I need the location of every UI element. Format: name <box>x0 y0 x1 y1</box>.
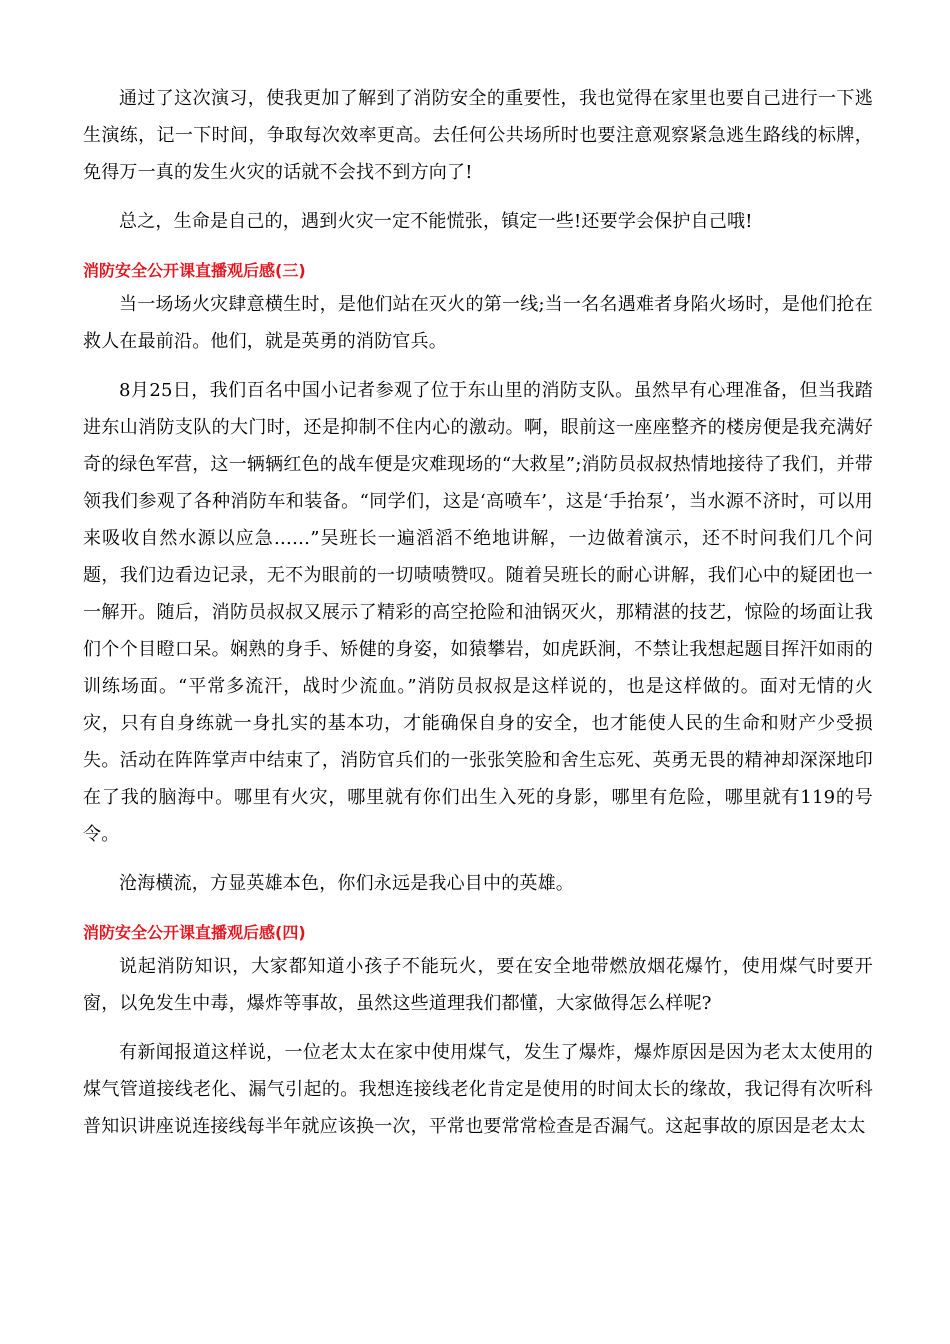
paragraph-firefighters-intro: 当一场场火灾肆意横生时，是他们站在灭火的第一线;当一名名遇难者身陷火场时，是他们抢在救人在最前沿。他们，就是英勇的消防官兵。 <box>83 294 873 352</box>
section-heading-4: 消防安全公开课直播观后感(四) <box>83 923 306 942</box>
section-heading-3: 消防安全公开课直播观后感(三) <box>83 261 306 280</box>
paragraph-gas-explosion-news: 有新闻报道这样说，一位老太太在家中使用煤气，发生了爆炸，爆炸原因是因为老太太使用的煤气管道接线老化、漏气引起的。我想连接线老化肯定是使用的时间太长的缘故，我记得有次听科普知识讲座说连接线每半年就应该换一次，平常也要常常检查是否漏气。这起事故的原因是老太太 <box>83 1042 873 1137</box>
document-page <box>83 80 873 1145</box>
paragraph-fire-brigade-visit: 8月25日，我们百名中国小记者参观了位于东山里的消防支队。虽然早有心理准备，但当我踏进东山消防支队的大门时，还是抑制不住内心的激动。啊，眼前这一座座整齐的楼房便是我充满好奇的绿色军营，这一辆辆红色的战车便是灾难现场的“大救星”;消防员叔叔热情地接待了我们，并带领我们参观了各种消防车和装备。“同学们，这是‘高喷车’，这是‘手抬泵’，当水源不济时，可以用来吸收自然水源以应急……”吴班长一遍滔滔不绝地讲解，一边做着演示，还不时问我们几个问题，我们边看边记录，无不为眼前的一切啧啧赞叹。随着吴班长的耐心讲解，我们心中的疑团也一一解开。随后，消防员叔叔又展示了精彩的高空抢险和油锅灭火，那精湛的技艺，惊险的场面让我们个个目瞪口呆。娴熟的身手、矫健的身姿，如猿攀岩，如虎跃涧，不禁让我想起题目挥汗如雨的训练场面。“平常多流汗，战时少流血。”消防员叔叔是这样说的，也是这样做的。面对无情的火灾，只有自身练就一身扎实的基本功，才能确保自身的安全，也才能使人民的生命和财产少受损失。活动在阵阵掌声中结束了，消防官兵们的一张张笑脸和舍生忘死、英勇无畏的精神却深深地印在了我的脑海中。哪里有火灾，哪里就有你们出生入死的身影，哪里有危险，哪里就有119的号令。 <box>83 380 873 845</box>
paragraph-stay-calm: 总之，生命是自己的，遇到火灾一定不能慌张，镇定一些!还要学会保护自己哦! <box>119 211 753 232</box>
paragraph-evacuation-drill: 通过了这次演习，使我更加了解到了消防安全的重要性，我也觉得在家里也要自己进行一下逃生演练，记一下时间，争取每次效率更高。去任何公共场所时也要注意观察紧急逃生路线的标牌，免得万一真的发生火灾的话就不会找不到方向了! <box>83 88 873 183</box>
paragraph-fire-knowledge: 说起消防知识，大家都知道小孩子不能玩火，要在安全地带燃放烟花爆竹，使用煤气时要开窗，以免发生中毒，爆炸等事故，虽然这些道理我们都懂，大家做得怎么样呢? <box>83 956 873 1014</box>
paragraph-heroes: 沧海横流，方显英雄本色，你们永远是我心目中的英雄。 <box>119 873 574 894</box>
